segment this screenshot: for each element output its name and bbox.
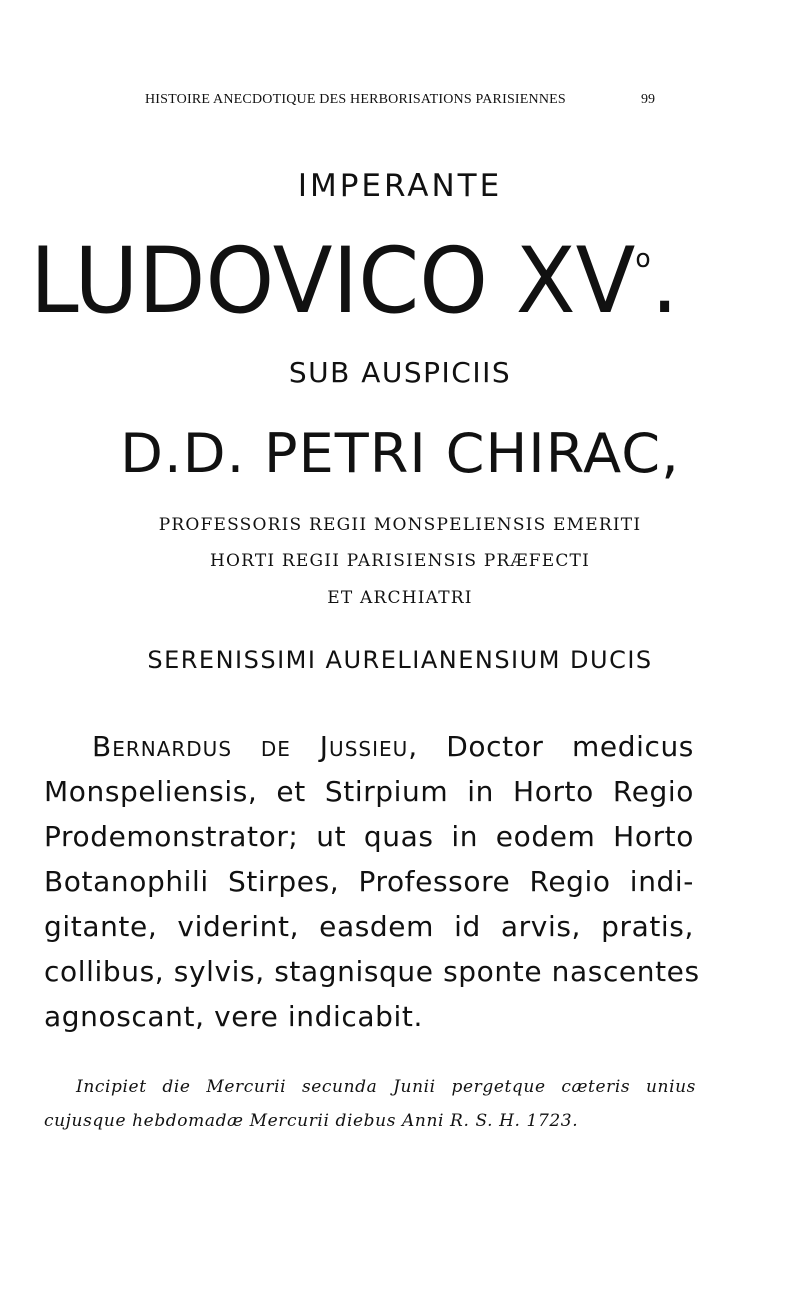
ludovico-superscript: o xyxy=(635,244,651,274)
body-line xyxy=(44,724,694,769)
body-line: agnoscant, vere indicabit. xyxy=(44,1000,423,1033)
dedication-sub-auspiciis: SUB AUSPICIIS xyxy=(288,356,512,389)
body-paragraph xyxy=(44,724,700,1039)
running-title: HISTOIRE ANECDOTIQUE DES HERBORISATIONS PARISIENNES xyxy=(145,92,566,107)
dedication-ludovico xyxy=(30,229,760,334)
body-line: gitante, viderint, easdem id arvis, pratis, xyxy=(44,910,694,943)
author-name: Bernardus de Jussieu xyxy=(92,730,409,763)
body-line: collibus, sylvis, stagnisque sponte nascentes xyxy=(44,955,700,988)
ludovico-name: LUDOVICO XV xyxy=(30,229,636,334)
italic-note xyxy=(44,1070,696,1138)
body-line: Prodemonstrator; ut quas in eodem Horto xyxy=(44,820,694,853)
note-line: cujusque hebdomadæ Mercurii diebus Anni R. S. H. 1723. xyxy=(44,1111,579,1131)
dedication-imperante: IMPERANTE xyxy=(297,168,503,204)
body-line: Monspeliensis, et Stirpium in Horto Regio xyxy=(44,775,694,808)
note-line: Incipiet die Mercurii secunda Junii pergetque cæteris unius xyxy=(76,1077,696,1097)
body-line: Botanophili Stirpes, Professore Regio indi- xyxy=(44,865,694,898)
dedication-serenissimi: SERENISSIMI AURELIANENSIUM DUCIS xyxy=(147,646,653,674)
dedication-title-line: ET ARCHIATRI xyxy=(327,588,473,608)
page-number: 99 xyxy=(641,92,655,107)
dedication-title-line: HORTI REGII PARISIENSIS PRÆFECTI xyxy=(210,551,590,571)
body-line-rest: , Doctor medicus xyxy=(408,730,694,763)
ludovico-suffix: . xyxy=(650,229,679,334)
dedication-title-line: PROFESSORIS REGII MONSPELIENSIS EMERITI xyxy=(158,515,642,535)
dedication-petri-chirac: D.D. PETRI CHIRAC, xyxy=(120,422,680,485)
